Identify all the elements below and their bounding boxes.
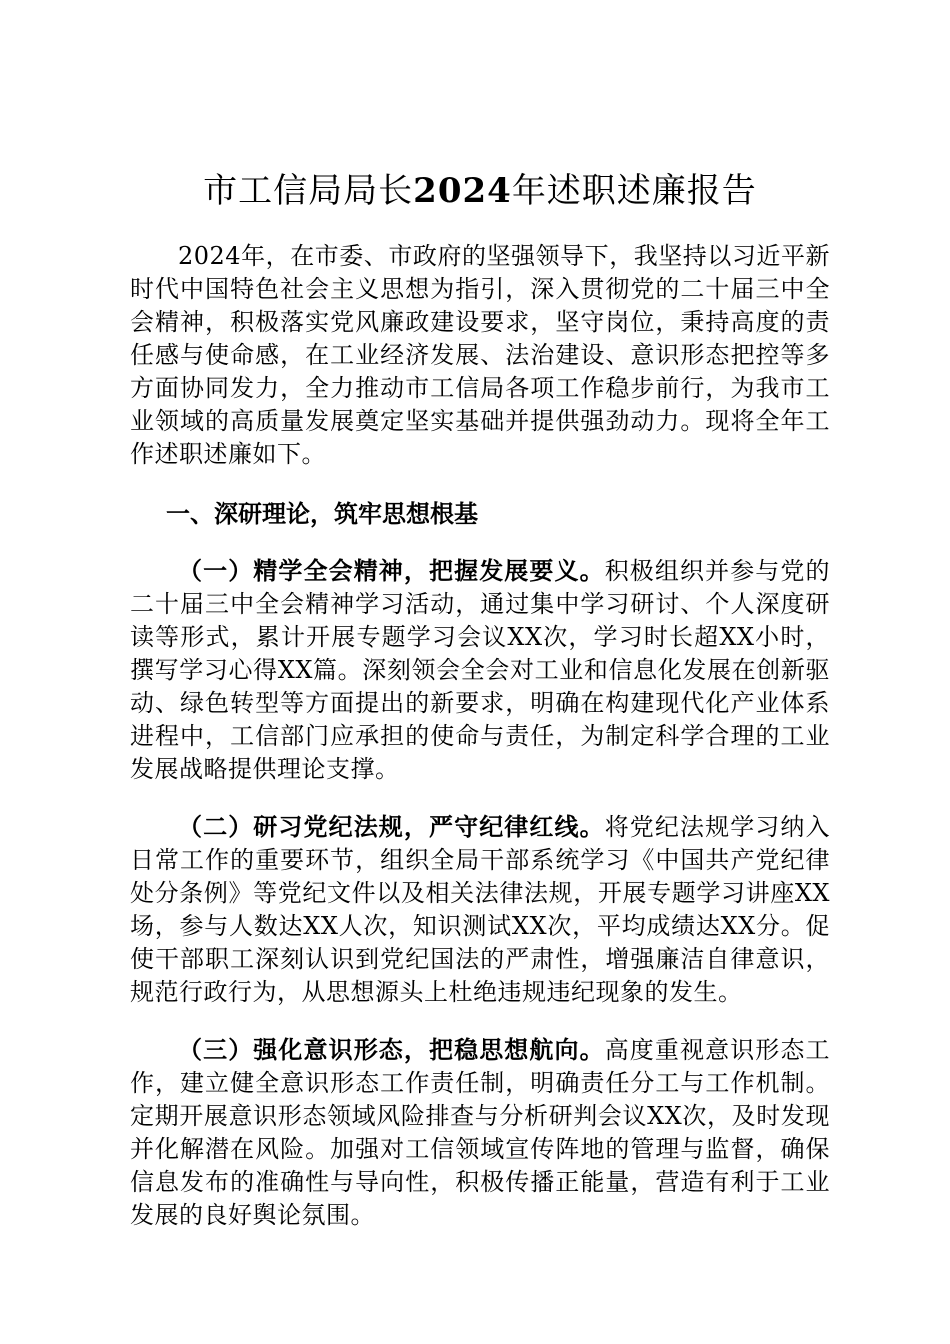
title-year: 2024 bbox=[413, 171, 512, 211]
intro-paragraph: 2024年，在市委、市政府的坚强领导下，我坚持以习近平新时代中国特色社会主义思想为指引，深入贯彻党的二十届三中全会精神，积极落实党风廉政建设要求，坚守岗位，秉持高度的责任感与使命感，在工业经济发展、法治建设、意识形态把控等多方面协同发力，全力推动市工信局各项工作稳步前行，为我市工业领域的高质量发展奠定坚实基础并提供强劲动力。现将全年工作述职述廉如下。 bbox=[130, 242, 830, 468]
subsection-2-body: 将党纪法规学习纳入日常工作的重要环节，组织全局干部系统学习《中国共产党纪律处分条例》等党纪文件以及相关法律法规，开展专题学习讲座XX场，参与人数达XX人次，知识测试XX次，平均成绩达XX分。促使干部职工深刻认识到党纪国法的严肃性，增强廉洁自律意识，规范行政行为，从思想源头上杜绝违规违纪现象的发生。 bbox=[130, 813, 831, 1006]
subsection-2-lead: （二）研习党纪法规，严守纪律红线。 bbox=[178, 812, 605, 841]
document-title bbox=[130, 168, 830, 214]
title-suffix: 年述职述廉报告 bbox=[511, 171, 757, 211]
subsection-1-lead: （一）精学全会精神，把握发展要义。 bbox=[178, 556, 605, 585]
document-page bbox=[130, 0, 830, 1232]
subsection-2 bbox=[130, 810, 830, 1009]
subsection-3-lead: （三）强化意识形态，把稳思想航向。 bbox=[178, 1035, 605, 1064]
subsection-1 bbox=[130, 554, 830, 786]
subsection-3-body: 高度重视意识形态工作，建立健全意识形态工作责任制，明确责任分工与工作机制。定期开展意识形态领域风险排查与分析研判会议XX次，及时发现并化解潜在风险。加强对工信领域宣传阵地的管理与监督，确保信息发布的准确性与导向性，积极传播正能量，营造有利于工业发展的良好舆论氛围。 bbox=[130, 1036, 831, 1229]
subsection-3 bbox=[130, 1033, 830, 1232]
title-prefix: 市工信局局长 bbox=[203, 171, 414, 211]
section-heading-1: 一、深研理论，筑牢思想根基 bbox=[166, 499, 478, 528]
subsection-1-body: 积极组织并参与党的二十届三中全会精神学习活动，通过集中学习研讨、个人深度研读等形式，累计开展专题学习会议XX次，学习时长超XX小时，撰写学习心得XX篇。深刻领会全会对工业和信息化发展在创新驱动、绿色转型等方面提出的新要求，明确在构建现代化产业体系进程中，工信部门应承担的使命与责任，为制定科学合理的工业发展战略提供理论支撑。 bbox=[130, 557, 831, 783]
